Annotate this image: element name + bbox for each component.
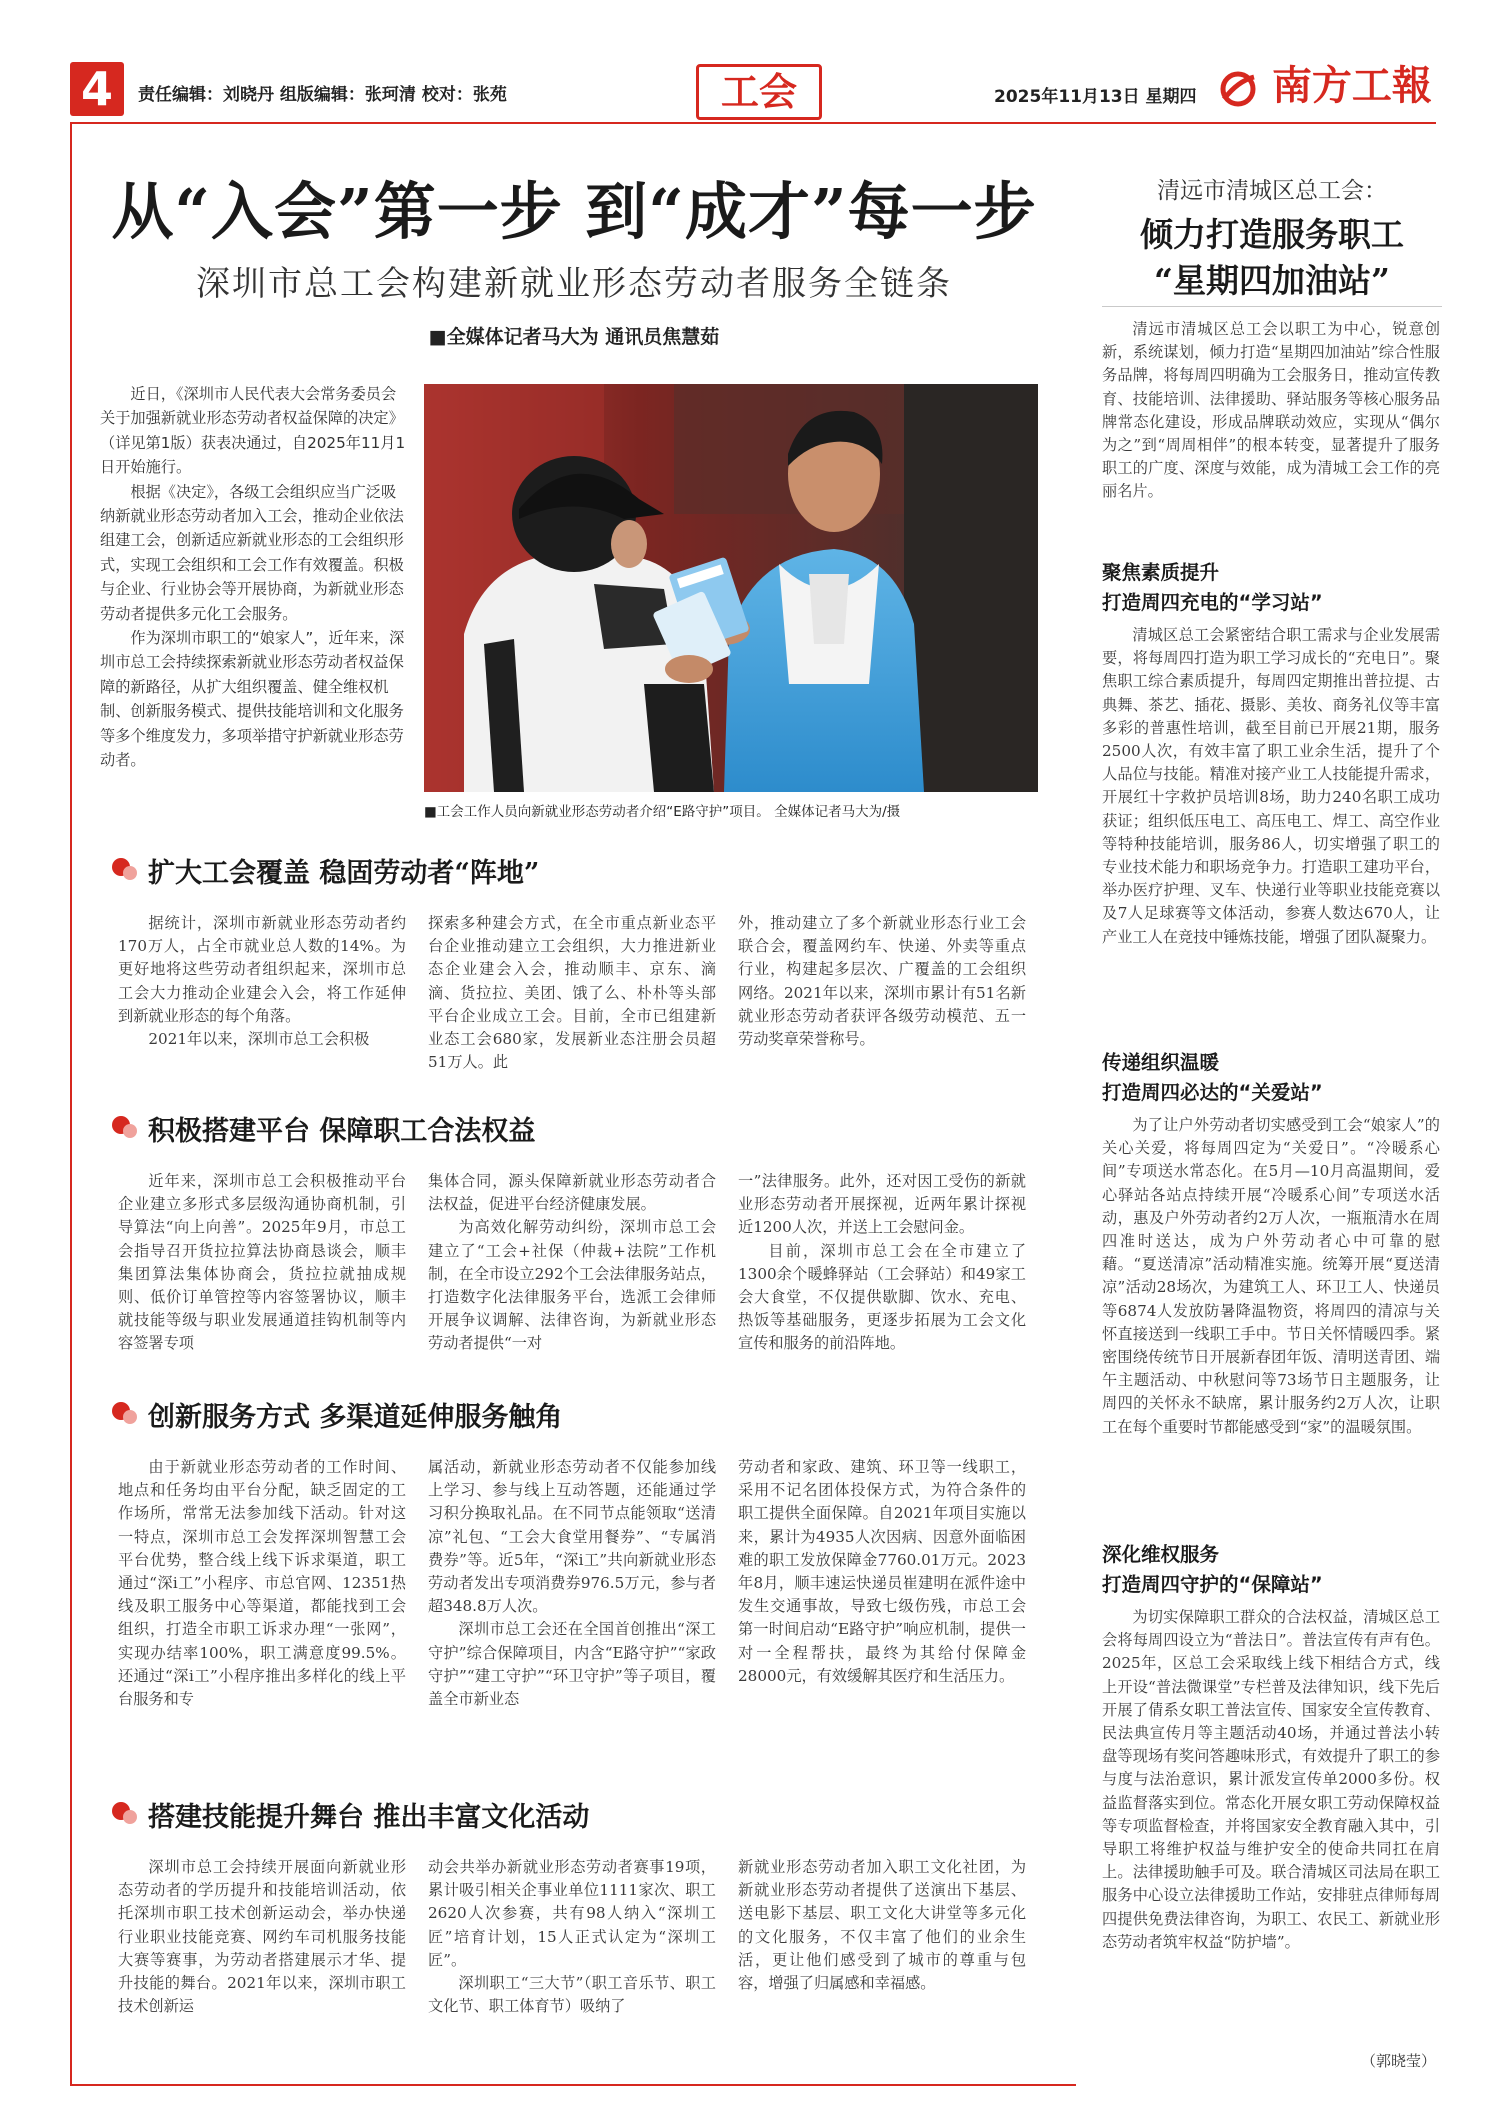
paragraph: 目前，深圳市总工会在全市建立了1300余个暖蜂驿站（工会驿站）和49家工会大食堂，不仅提供歇脚、饮水、充电、热饭等基础服务，更逐步拓展为工会文化宣传和服务的前沿阵地。	[738, 1241, 1026, 1353]
section-title: 创新服务方式 多渠道延伸服务触角	[148, 1402, 563, 1433]
sidebar-divider	[1102, 306, 1442, 307]
news-photo	[424, 384, 1038, 792]
sidebar-subtitle-line: 打造周四充电的“学习站”	[1102, 591, 1323, 614]
paragraph: 一”法律服务。此外，还对因工受伤的新就业形态劳动者开展探视，近两年累计探视近1200人次，并送上工会慰问金。	[738, 1172, 1026, 1237]
paragraph: 外，推动建立了多个新就业形态行业工会联合会，覆盖网约车、快递、外卖等重点行业，构建起多层次、广覆盖的工会组织网络。2021年以来，深圳市累计有51名新就业形态劳动者获评各级劳动模范、五一劳动奖章荣誉称号。	[738, 914, 1026, 1049]
sidebar-subtitle-line: 打造周四必达的“关爱站”	[1102, 1081, 1323, 1104]
paragraph: 为了让户外劳动者切实感受到工会“娘家人”的关心关爱，将每周四定为“关爱日”。“冷暖系心间”专项送水常态化。在5月—10月高温期间，爱心驿站各站点持续开展“冷暖系心间”专项送水活动，惠及户外劳动者约2万人次，一瓶瓶清水在周四准时送达，成为户外劳动者心中可靠的慰藉。“夏送清凉”活动精准实施。统筹开展“夏送清凉”活动28场次，为建筑工人、环卫工人、快递员等6874人发放防暑降温物资，将周四的清凉与关怀直接送到一线职工手中。节日关怀情暖四季。紧密围绕传统节日开展新春团年饭、清明送青团、端午主题活动、中秋慰问等73场节日主题服务，让周四的关怀永不缺席，累计服务约2万人次，让职工在每个重要时节都能感受到“家”的温暖氛围。	[1102, 1116, 1440, 1436]
paragraph: 集体合同，源头保障新就业形态劳动者合法权益，促进平台经济健康发展。	[428, 1172, 716, 1214]
paragraph: 为高效化解劳动纠纷，深圳市总工会建立了“工会+社保（仲裁+法院”工作机制，在全市设立292个工会法律服务站点，打造数字化法律服务平台，选派工会律师开展争议调解、法律咨询，为新就业形态劳动者提供“一对	[428, 1218, 716, 1353]
paragraph: 新就业形态劳动者加入职工文化社团，为新就业形态劳动者提供了送演出下基层、送电影下基层、职工文化大讲堂等多元化的文化服务，不仅丰富了他们的业余生活，更让他们感受到了城市的尊重与包容，增强了归属感和幸福感。	[738, 1858, 1026, 1993]
sidebar-section-3-text	[1102, 1606, 1440, 2046]
paragraph: 动会共举办新就业形态劳动者赛事19项，累计吸引相关企事业单位1111家次、职工2620人次参赛，共有98人纳入“深圳工匠”培育计划，15人正式认定为“深圳工匠”。	[428, 1858, 716, 1969]
section-bullet-icon	[110, 1400, 140, 1426]
section-1-column-3	[738, 912, 1026, 1096]
sidebar-headline	[1102, 212, 1442, 304]
byline: ■全媒体记者马大为 通讯员焦慧茹	[428, 326, 720, 348]
section-title: 扩大工会覆盖 稳固劳动者“阵地”	[148, 858, 540, 889]
paragraph: 据统计，深圳市新就业形态劳动者约170万人，占全市就业总人数的14%。为更好地将这些劳动者组织起来，深圳市总工会大力推动企业建会入会，将工作延伸到新就业形态的每个角落。	[118, 914, 406, 1025]
sidebar-section-1-text	[1102, 624, 1440, 1040]
sidebar-subtitle-line: 打造周四守护的“保障站”	[1102, 1573, 1323, 1596]
paragraph: 清城区总工会紧密结合职工需求与企业发展需要，将每周四打造为职工学习成长的“充电日”。聚焦职工综合素质提升，每周四定期推出普拉提、古典舞、茶艺、插花、摄影、美妆、商务礼仪等丰富多彩的普惠性培训，截至目前已开展21期，服务2500人次，有效丰富了职工业余生活，提升了个人品位与技能。精准对接产业工人技能提升需求，开展红十字救护员培训8场，助力240名职工成功获证；组织低压电工、高压电工、焊工、高空作业等特种技能培训，服务86人，切实增强了职工的专业技术能力和职场竞争力。打造职工建功平台，举办医疗护理、叉车、快递行业等职业技能竞赛以及7人足球赛等文体活动，参赛人数达670人，让产业工人在竞技中锤炼技能，增强了团队凝聚力。	[1102, 626, 1440, 946]
sidebar-subtitle	[1102, 558, 1442, 618]
section-label: 工会	[696, 64, 822, 120]
section-title: 积极搭建平台 保障职工合法权益	[148, 1116, 536, 1147]
section-3-column-1	[118, 1456, 406, 1784]
sidebar-subtitle-line: 深化维权服务	[1102, 1543, 1220, 1566]
paragraph: 属活动，新就业形态劳动者不仅能参加线上学习、参与线上互动答题，还能通过学习积分换取礼品。在不同节点能领取“送清凉”礼包、“工会大食堂用餐券”、“专属消费券”等。近5年，“深i工”共向新就业形态劳动者发出专项消费券976.5万元，参与者超348.8万人次。	[428, 1458, 716, 1616]
section-title: 搭建技能提升舞台 推出丰富文化活动	[148, 1802, 590, 1833]
paragraph: 为切实保障职工群众的合法权益，清城区总工会将每周四设立为“普法日”。普法宣传有声有色。2025年，区总工会采取线上线下相结合方式，线上开设“普法微课堂”专栏普及法律知识，线下先后开展了倩系女职工普法宣传、国家安全宣传教育、民法典宣传月等主题活动40场，并通过普法小转盘等现场有奖问答趣味形式，有效提升了职工的参与度与法治意识，累计派发宣传单2000多份。权益监督落实到位。常态化开展女职工劳动保障权益等专项监督检查，并将国家安全教育融入其中，引导职工将维护权益与维护安全的使命共同扛在肩上。法律援助触手可及。联合清城区司法局在职工服务中心设立法律援助工作站，安排驻点律师每周四提供免费法律咨询，为职工、农民工、新就业形态劳动者筑牢权益“防护墙”。	[1102, 1608, 1440, 1951]
issue-date: 2025年11月13日 星期四	[994, 87, 1197, 107]
intro-paragraph: 近日，《深圳市人民代表大会常务委员会关于加强新就业形态劳动者权益保障的决定》（详见第1版）获表决通过，自2025年11月1日开始施行。	[100, 385, 406, 477]
sidebar-intro	[1102, 318, 1440, 552]
page-number: 4	[70, 62, 124, 116]
masthead-logo-icon	[1218, 69, 1258, 109]
intro-paragraph: 作为深圳市职工的“娘家人”，近年来，深圳市总工会持续探索新就业形态劳动者权益保障的新路径，从扩大组织覆盖、健全维权机制、创新服务模式、提供技能培训和文化服务等多个维度发力，多项举措守护新就业形态劳动者。	[100, 629, 405, 770]
section-4-column-3	[738, 1856, 1026, 2068]
paragraph: 深圳市总工会还在全国首创推出“深工守护”综合保障项目，内含“E路守护”“家政守护”“建工守护”“环卫守护”等子项目，覆盖全市新业态	[428, 1620, 716, 1709]
sidebar-signature: （郭晓莹）	[1360, 2052, 1436, 2070]
main-headline: 从“入会”第一步 到“成才”每一步	[111, 175, 1037, 248]
paragraph: 探索多种建会方式，在全市重点新业态平台企业推动建立工会组织，大力推进新业态企业建会入会，推动顺丰、京东、滴滴、货拉拉、美团、饿了么、朴朴等头部平台企业成立工会。目前，全市已组建新业态工会680家，发展新业态注册会员超51万人。此	[428, 914, 716, 1072]
sidebar-headline-line: 倾力打造服务职工	[1140, 215, 1404, 254]
paragraph: 清远市清城区总工会以职工为中心，锐意创新，系统谋划，倾力打造“星期四加油站”综合性服务品牌，将每周四明确为工会服务日，推动宣传教育、技能培训、法律援助、驿站服务等核心服务品牌常态化建设，形成品牌联动效应，实现从“偶尔为之”到“周周相伴”的根本转变，显著提升了服务职工的广度、深度与效能，成为清城工会工作的亮丽名片。	[1102, 320, 1440, 501]
sidebar-section-2-text	[1102, 1114, 1440, 1534]
section-2-column-2	[428, 1170, 716, 1382]
paragraph: 近年来，深圳市总工会积极推动平台企业建立多形式多层级沟通协商机制，引导算法“向上向善”。2025年9月，市总工会指导召开货拉拉算法协商恳谈会，顺丰集团算法集体协商会，货拉拉就抽成规则、低价订单管控等内容签署协议，顺丰就技能等级与职业发展通道挂钩机制等内容签署专项	[118, 1172, 406, 1353]
photo-caption: ■工会工作人员向新就业形态劳动者介绍“E路守护”项目。 全媒体记者马大为/摄	[424, 804, 901, 820]
masthead-title: 南方工報	[1271, 62, 1432, 109]
section-4-column-1	[118, 1856, 406, 2068]
sidebar-subtitle	[1102, 1048, 1442, 1108]
section-4-column-2	[428, 1856, 716, 2068]
sidebar-headline-line: “星期四加油站”	[1154, 261, 1390, 300]
sidebar-kicker: 清远市清城区总工会：	[1157, 178, 1387, 204]
section-1-column-1	[118, 912, 406, 1096]
section-1-column-2	[428, 912, 716, 1096]
sidebar-subtitle-line: 聚焦素质提升	[1102, 561, 1220, 584]
sidebar-subtitle	[1102, 1540, 1442, 1600]
section-3-column-2	[428, 1456, 716, 1784]
paragraph: 深圳市总工会持续开展面向新就业形态劳动者的学历提升和技能培训活动，依托深圳市职工技术创新运动会，举办快递行业职业技能竞赛、网约车司机服务技能大赛等赛事，为劳动者搭建展示才华、提升技能的舞台。2021年以来，深圳市职工技术创新运	[118, 1858, 406, 2016]
section-2-column-1	[118, 1170, 406, 1382]
paragraph: 2021年以来，深圳市总工会积极	[148, 1030, 370, 1049]
sidebar-subtitle-line: 传递组织温暖	[1102, 1051, 1220, 1074]
intro-column	[100, 382, 406, 832]
paragraph: 劳动者和家政、建筑、环卫等一线职工，采用不记名团体投保方式，为符合条件的职工提供全面保障。自2021年项目实施以来，累计为4935人次因病、因意外面临困难的职工发放保障金7760.01万元。2023年8月，顺丰速运快递员崔建明在派件途中发生交通事故，导致七级伤残，市总工会第一时间启动“E路守护”响应机制，提供一对一全程帮扶，最终为其给付保障金28000元，有效缓解其医疗和生活压力。	[738, 1458, 1026, 1685]
paragraph: 深圳职工“三大节”（职工音乐节、职工文化节、职工体育节）吸纳了	[428, 1974, 716, 2016]
section-bullet-icon	[110, 1114, 140, 1140]
section-2-column-3	[738, 1170, 1026, 1382]
masthead	[1218, 58, 1436, 114]
main-subheadline: 深圳市总工会构建新就业形态劳动者服务全链条	[196, 264, 952, 304]
section-bullet-icon	[110, 1800, 140, 1826]
paragraph: 由于新就业形态劳动者的工作时间、地点和任务均由平台分配，缺乏固定的工作场所，常常无法参加线下活动。针对这一特点，深圳市总工会发挥深圳智慧工会平台优势，整合线上线下诉求渠道，职工通过“深i工”小程序、市总官网、12351热线及职工服务中心等渠道，都能找到工会组织，打造全市职工诉求办理“一张网”，实现办结率100%，职工满意度99.5%。还通过“深i工”小程序推出多样化的线上平台服务和专	[118, 1458, 406, 1709]
intro-paragraph: 根据《决定》，各级工会组织应当广泛吸纳新就业形态劳动者加入工会，推动企业依法组建工会，创新适应新就业形态的工会组织形式，实现工会组织和工会工作有效覆盖。积极与企业、行业协会等开展协商，为新就业形态劳动者提供多元化工会服务。	[100, 482, 404, 623]
editor-credits: 责任编辑：刘晓丹 组版编辑：张珂清 校对：张苑	[138, 85, 507, 105]
section-3-column-3	[738, 1456, 1026, 1784]
section-bullet-icon	[110, 856, 140, 882]
